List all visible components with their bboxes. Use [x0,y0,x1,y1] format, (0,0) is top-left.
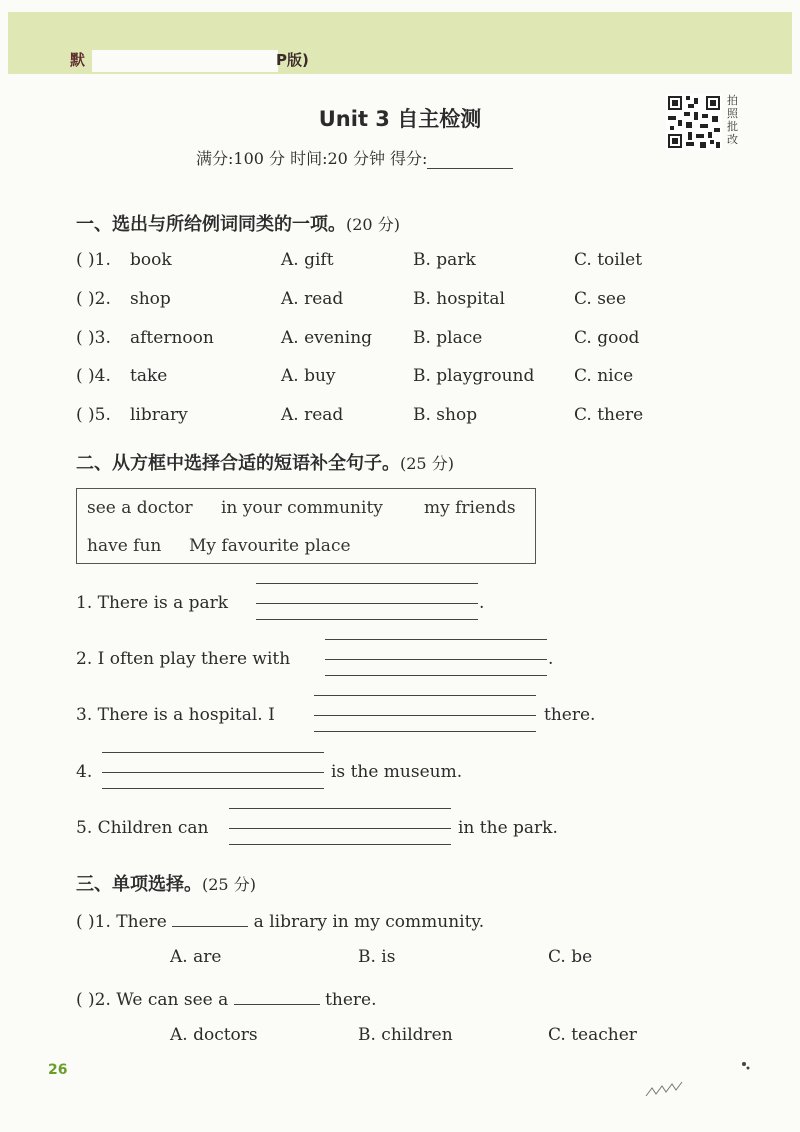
answer-paren[interactable]: ( )1. [76,912,111,932]
example-word: take [130,366,168,386]
answer-blank[interactable] [325,639,547,679]
sentence-2-before: 2. I often play there with [76,649,291,669]
option-c: C. there [574,405,644,425]
qr-label [727,94,741,146]
answer-blank[interactable] [229,808,451,848]
score-line-text: 满分:100 分 时间:20 分钟 得分: [196,149,428,168]
page-number: 26 [48,1062,68,1078]
sentence-1-after: . [479,593,485,613]
worksheet-title: Unit 3 自主检测 [318,107,482,131]
section1-points: (20 分) [346,215,400,234]
mc-option-c: C. be [548,947,593,967]
mc-option-a: A. doctors [170,1025,258,1045]
answer-blank[interactable] [314,695,536,735]
option-b: B. shop [413,405,478,425]
option-c: C. nice [574,366,634,386]
option-a: A. evening [281,328,373,348]
example-word: book [130,250,172,270]
sentence-1-before: 1. There is a park [76,593,229,613]
section3-title: 三、单项选择。(25 分) [76,874,256,895]
qr-label-char: 拍 [727,94,738,107]
phrase: see a doctor [87,498,193,518]
sentence-3-after: there. [544,705,596,725]
mc-option-c: C. teacher [548,1025,637,1045]
phrase: My favourite place [189,536,351,556]
mc-option-b: B. children [358,1025,453,1045]
book-title-start: 默 [70,51,86,69]
score-line [196,146,513,169]
mc-option-a: A. are [170,947,222,967]
qr-code-icon[interactable] [666,94,722,150]
qr-label-char: 改 [727,133,738,146]
sentence-4-after: is the museum. [331,762,463,782]
example-word: shop [130,289,171,309]
mc-question-2: ( )2. We can see a there. [76,986,377,1010]
section1-row [76,405,716,431]
answer-paren[interactable]: ( )3. [76,328,111,348]
mc-option-b: B. is [358,947,396,967]
answer-paren[interactable]: ( )2. [76,289,111,309]
qr-label-char: 批 [727,120,738,133]
qr-label-char: 照 [727,107,738,120]
option-b: B. park [413,250,476,270]
answer-paren[interactable]: ( )1. [76,250,111,270]
phrase-box [76,488,536,564]
section1-title: 一、选出与所给例词同类的一项。(20 分) [76,214,400,235]
option-b: B. hospital [413,289,505,309]
option-a: A. read [281,289,344,309]
phrase: have fun [87,536,162,556]
option-a: A. gift [281,250,334,270]
redacted-title-mask [92,50,278,72]
section2-title: 二、从方框中选择合适的短语补全句子。(25 分) [76,453,454,474]
phrase: in your community [221,498,383,518]
section3-points: (25 分) [202,875,256,894]
option-c: C. toilet [574,250,643,270]
phrase: my friends [424,498,516,518]
answer-paren[interactable]: ( )4. [76,366,111,386]
example-word: afternoon [130,328,214,348]
pencil-scribble [644,1078,688,1100]
answer-paren[interactable]: ( )5. [76,405,111,425]
mc-question-1: ( )1. There a library in my community. [76,908,484,932]
section1-row [76,289,716,315]
option-c: C. see [574,289,627,309]
answer-paren[interactable]: ( )2. [76,990,111,1010]
mc-blank[interactable] [234,986,320,1005]
option-a: A. read [281,405,344,425]
sentence-4-before: 4. [76,762,93,782]
section1-row [76,328,716,354]
option-a: A. buy [281,366,336,386]
mc-blank[interactable] [172,908,248,927]
option-b: B. place [413,328,483,348]
sentence-5-before: 5. Children can [76,818,209,838]
section1-row [76,366,716,392]
sentence-3-before: 3. There is a hospital. I [76,705,275,725]
section2-points: (25 分) [400,454,454,473]
option-c: C. good [574,328,640,348]
ink-mark [740,1060,750,1070]
score-blank[interactable] [427,150,513,169]
option-b: B. playground [413,366,535,386]
sentence-5-after: in the park. [458,818,558,838]
answer-blank[interactable] [102,752,324,792]
book-title-end: P版) [276,51,309,69]
example-word: library [130,405,188,425]
answer-blank[interactable] [256,583,478,623]
section1-row [76,250,716,276]
sentence-2-after: . [548,649,554,669]
